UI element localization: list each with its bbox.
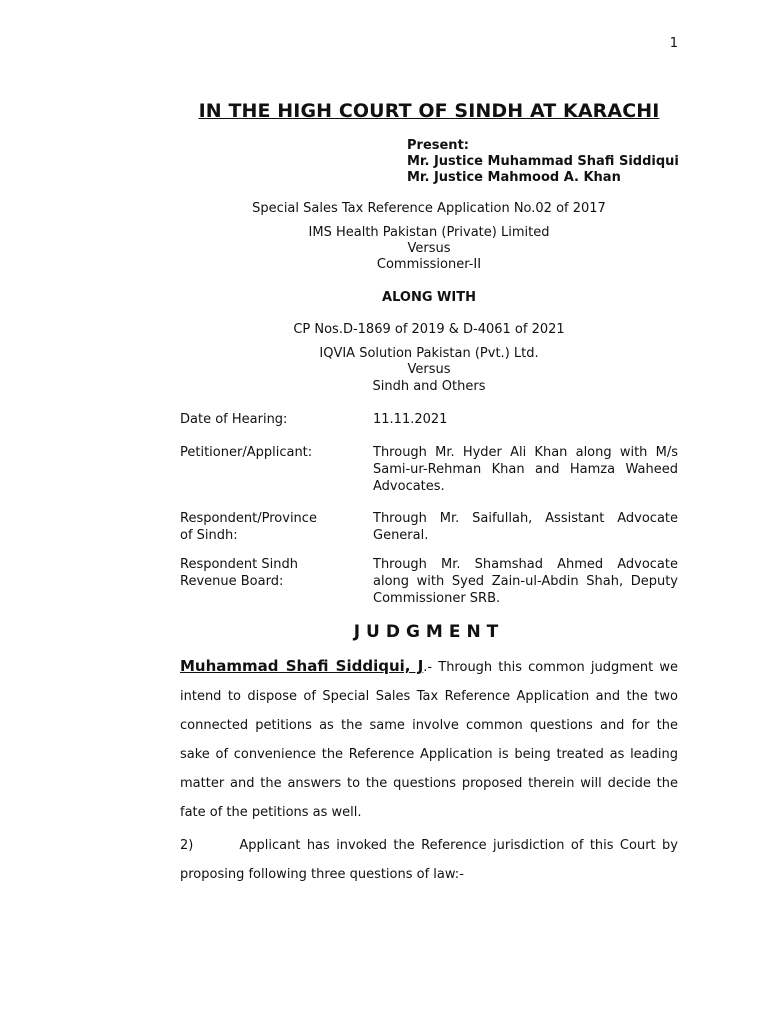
paragraph-2-text: Applicant has invoked the Reference jurisdiction of this Court by proposing following three questions of law:- (180, 838, 678, 882)
detail-label: Petitioner/Applicant: (180, 445, 313, 460)
case2-party2: Sindh and Others (372, 379, 486, 394)
bench-block (407, 138, 679, 186)
case1-reference: Special Sales Tax Reference Application No.02 of 2017 (252, 201, 606, 216)
court-title: IN THE HIGH COURT OF SINDH AT KARACHI (198, 100, 660, 122)
paragraph-2 (180, 831, 678, 889)
case2-party1: IQVIA Solution Pakistan (Pvt.) Ltd. (319, 346, 539, 361)
judge-name-2: Mr. Justice Mahmood A. Khan (407, 170, 621, 185)
detail-label: Respondent/Province of Sindh: (180, 511, 317, 543)
case2-reference: CP Nos.D-1869 of 2019 & D-4061 of 2021 (293, 322, 565, 337)
author-judge: Muhammad Shafi Siddiqui, J (180, 657, 424, 675)
paragraph-1-text: .- Through this common judgment we intend to dispose of Special Sales Tax Reference Application and the two connected petitions as the same involve common questions and for the sake of convenience the Reference Application is being treated as leading matter and the answers to the questions proposed therein will decide the fate of the petitions as well. (180, 660, 679, 820)
case1-party1: IMS Health Pakistan (Private) Limited (308, 225, 550, 240)
case1-party2: Commissioner-II (376, 257, 482, 272)
judgment-heading: JUDGMENT (353, 622, 505, 642)
detail-value: Through Mr. Hyder Ali Khan along with M/s Sami-ur-Rehman Khan and Hamza Waheed Advocates. (373, 445, 678, 494)
detail-value: Through Mr. Saifullah, Assistant Advocate General. (373, 511, 678, 543)
paragraph-1 (180, 652, 678, 827)
detail-label: Respondent Sindh Revenue Board: (180, 557, 298, 589)
paragraph-number: 2) (180, 838, 194, 853)
judge-name-1: Mr. Justice Muhammad Shafi Siddiqui (407, 154, 679, 169)
present-label: Present: (407, 138, 469, 153)
detail-value: 11.11.2021 (373, 412, 448, 427)
detail-label: Date of Hearing: (180, 412, 288, 427)
detail-value: Through Mr. Shamshad Ahmed Advocate along with Syed Zain-ul-Abdin Shah, Deputy Commissioner SRB. (373, 557, 678, 606)
page-number: 1 (669, 36, 678, 51)
case2-versus: Versus (407, 362, 451, 377)
case1-versus: Versus (407, 241, 451, 256)
along-with-heading: ALONG WITH (382, 290, 476, 305)
